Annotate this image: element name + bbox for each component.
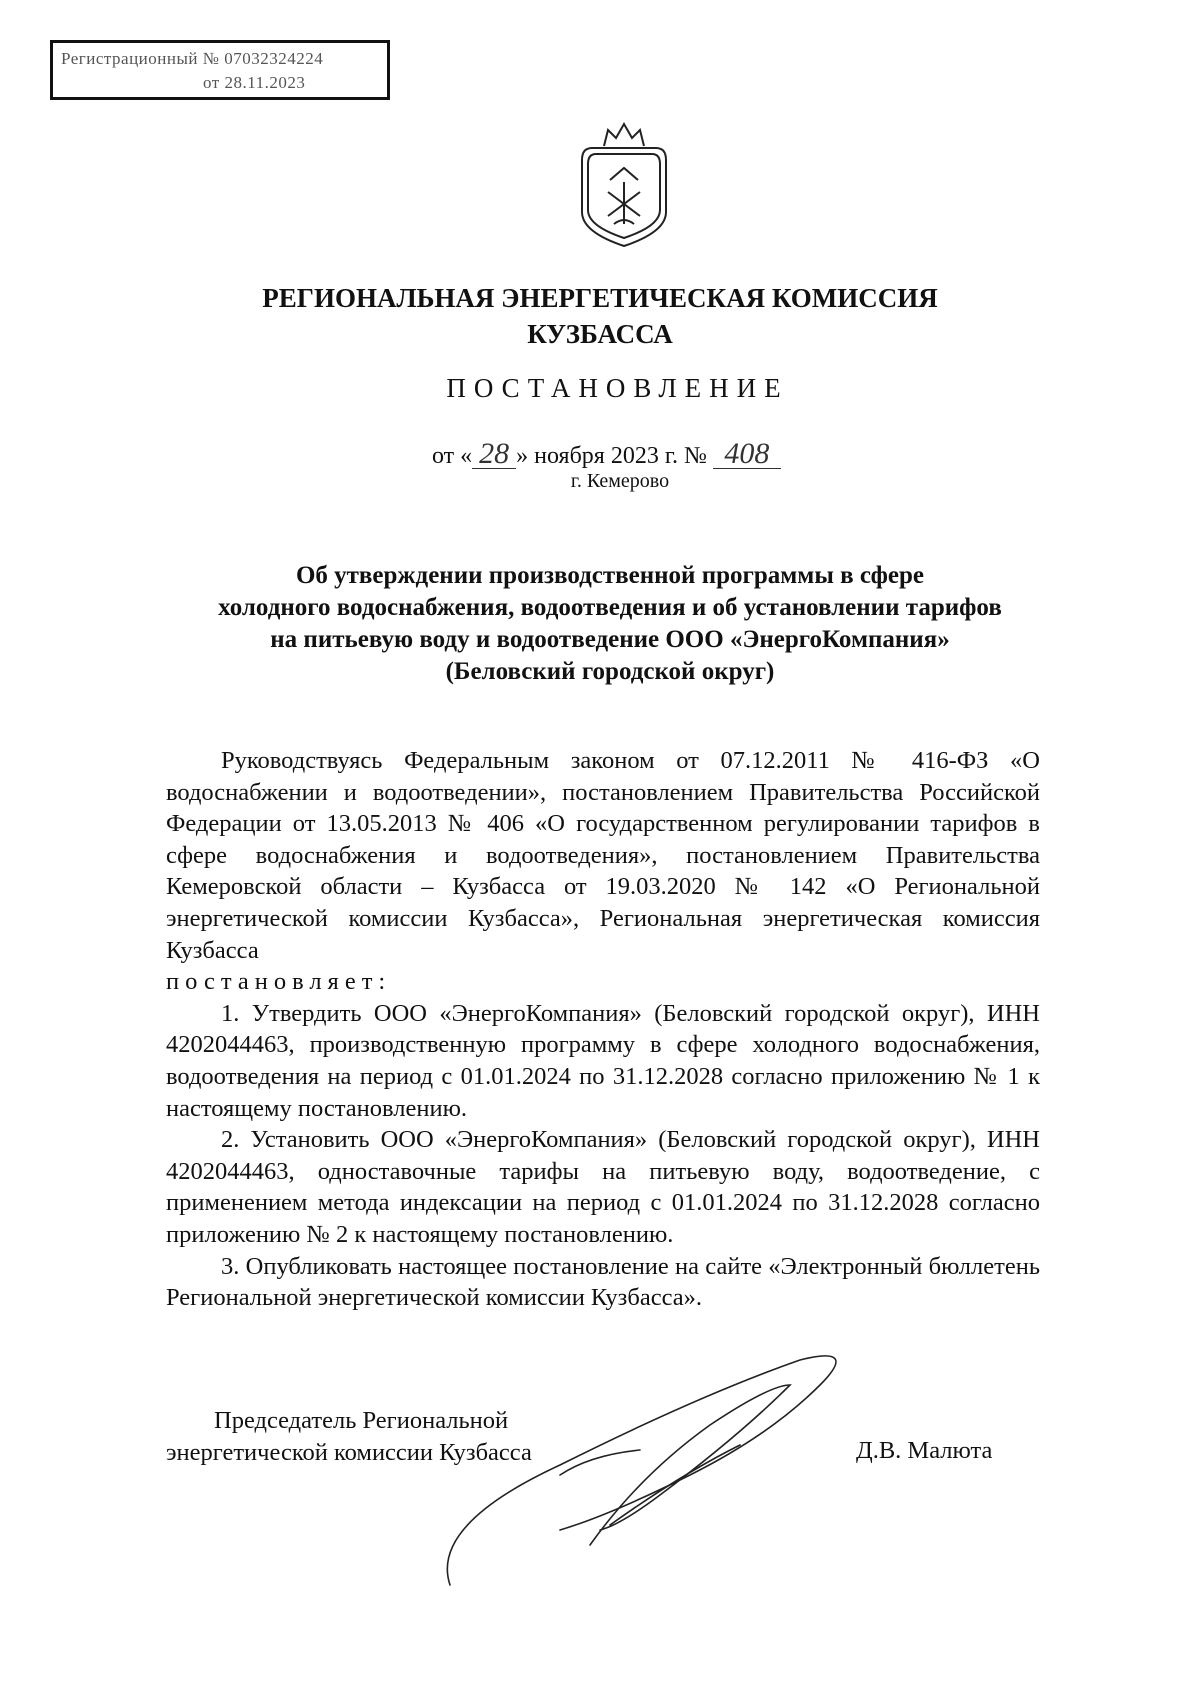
- coat-of-arms-icon: [568, 120, 680, 252]
- registration-number: Регистрационный № 07032324224: [61, 49, 324, 68]
- decree-item-3: 3. Опубликовать настоящее постановление на сайте «Электронный бюллетень Региональной энергетической комиссии Кузбасса».: [166, 1252, 1040, 1312]
- subject-line3: на питьевую воду и водоотведение ООО «ЭнергоКомпания»: [270, 626, 950, 653]
- date-day-handwritten: 28: [472, 440, 516, 469]
- document-date-line: [432, 437, 781, 470]
- decree-word: постановляет:: [166, 968, 392, 996]
- organization-title: [0, 280, 1200, 352]
- signatory-name: Д.В. Малюта: [856, 1437, 993, 1464]
- preamble-paragraph: Руководствуясь Федеральным законом от 07.12.2011 № 416-ФЗ «О водоснабжении и водоотведении», постановлением Правительства Российской Федерации от 13.05.2013 № 406 «О государственном регулировании тарифов в сфере водоснабжения и водоотведения», постановлением Правительства Кемеровской области – Кузбасса от 19.03.2020 № 142 «О Региональной энергетической комиссии Кузбасса», Региональная энергетическая комиссия Кузбасса: [166, 747, 1040, 964]
- document-city: г. Кемерово: [570, 470, 670, 492]
- document-number-handwritten: 408: [713, 440, 781, 469]
- handwritten-signature: [440, 1355, 880, 1595]
- document-subject: [160, 560, 1060, 688]
- signatory-position-line1: Председатель Региональной: [214, 1407, 509, 1434]
- decree-item-2: 2. Установить ООО «ЭнергоКомпания» (Беловский городской округ), ИНН 4202044463, одноставочные тарифы на питьевую воду, водоотведение, с применением метода индексации на период с 01.01.2024 по 31.12.2028 согласно приложению № 2 к настоящему постановлению.: [166, 1126, 1040, 1248]
- registration-date: от 28.11.2023: [203, 73, 306, 92]
- organization-title-line1: РЕГИОНАЛЬНАЯ ЭНЕРГЕТИЧЕСКАЯ КОМИССИЯ: [262, 283, 938, 313]
- date-suffix: » ноября 2023 г. №: [516, 443, 707, 469]
- decree-item-1: 1. Утвердить ООО «ЭнергоКомпания» (Беловский городской округ), ИНН 4202044463, производственную программу в сфере холодного водоснабжения, водоотведения на период с 01.01.2024 по 31.12.2028 согласно приложению № 1 к настоящему постановлению.: [166, 999, 1040, 1122]
- organization-title-line2: КУЗБАССА: [527, 319, 673, 349]
- subject-line1: Об утверждении производственной программы в сфере: [295, 562, 925, 589]
- document-type: ПОСТАНОВЛЕНИЕ: [446, 373, 789, 403]
- date-prefix: от «: [432, 443, 473, 469]
- subject-line2: холодного водоснабжения, водоотведения и об установлении тарифов: [218, 594, 1002, 621]
- signatory-position-line2: энергетической комиссии Кузбасса: [166, 1439, 532, 1466]
- document-body: [166, 745, 1040, 1314]
- subject-line4: (Беловский городской округ): [445, 658, 775, 685]
- registration-stamp: [50, 40, 390, 100]
